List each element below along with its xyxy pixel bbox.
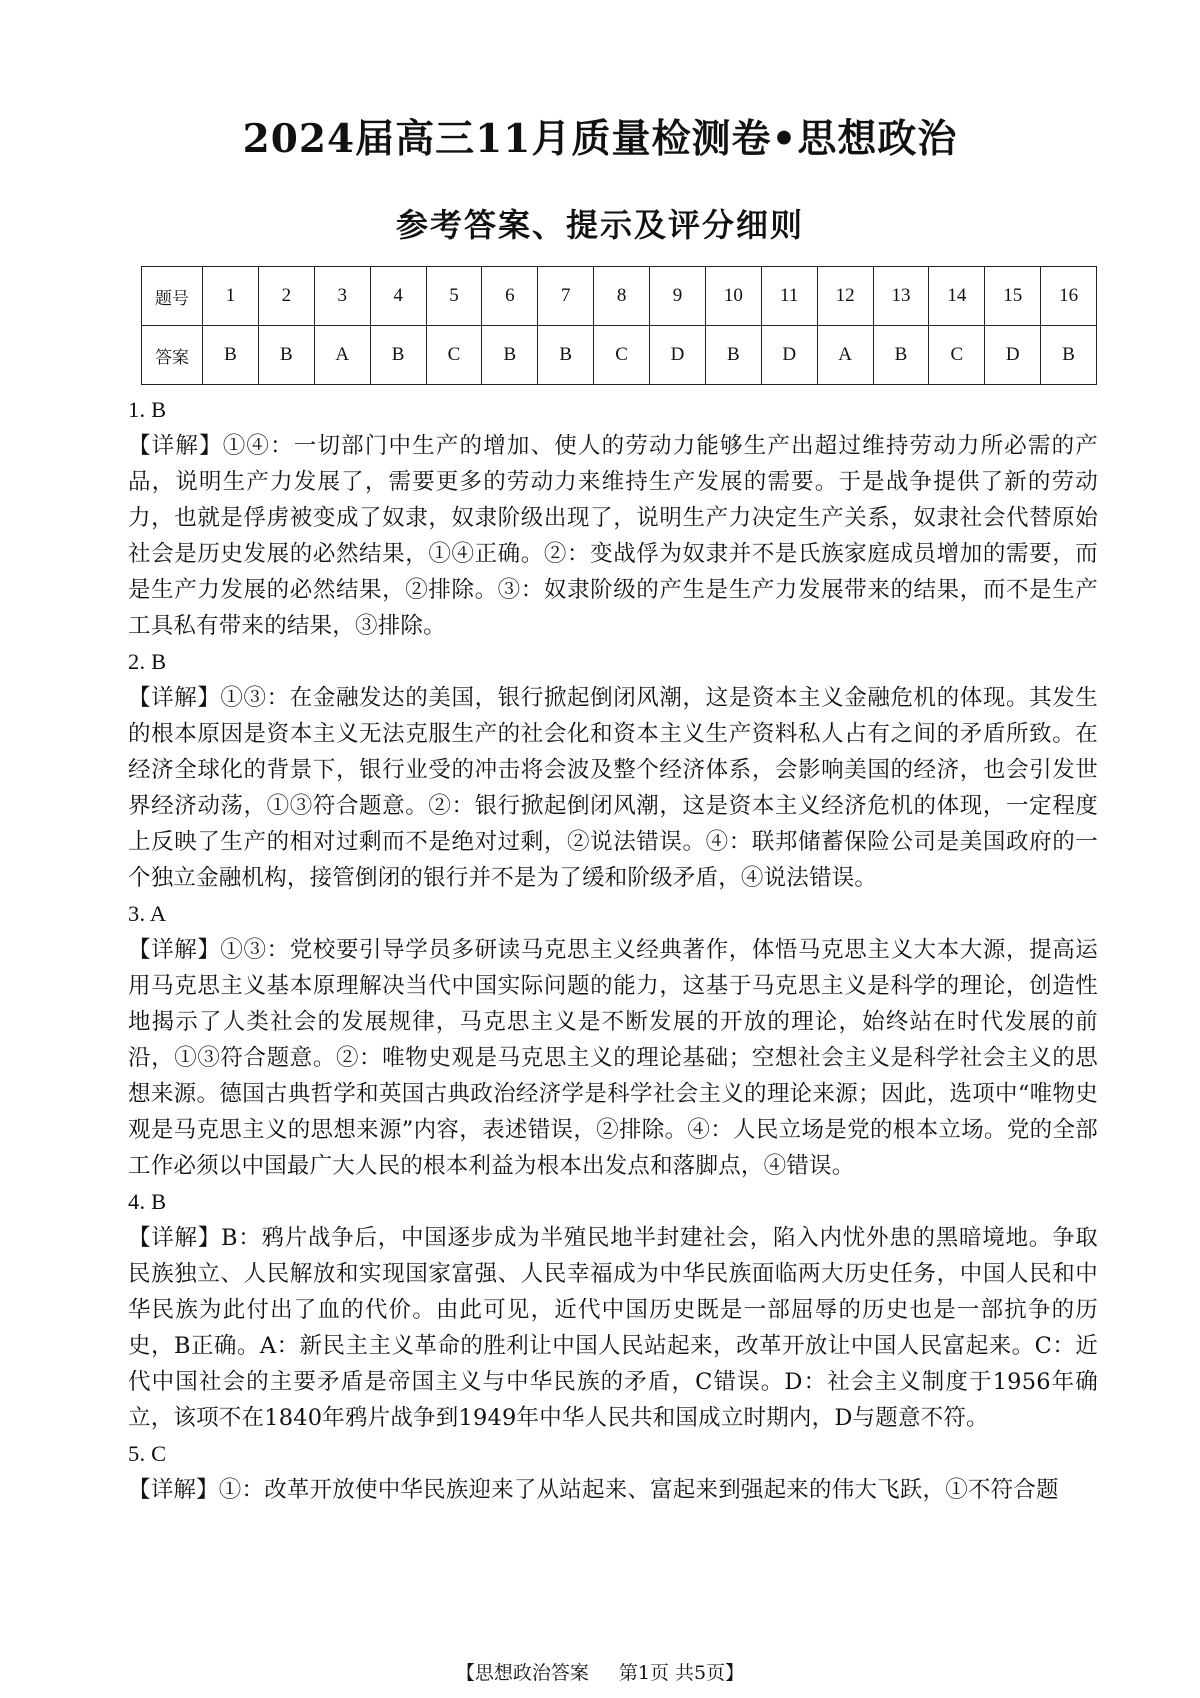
question-answer-heading: 5. C: [128, 1441, 167, 1466]
question-number-cell: 8: [594, 267, 650, 326]
question-number-cell: 12: [817, 267, 873, 326]
footer-subject: 【思想政治答案: [455, 1662, 589, 1684]
answer-explanations: [128, 392, 1098, 1508]
question-explanation: 【详解】B：鸦片战争后，中国逐步成为半殖民地半封建社会，陷入内忧外患的黑暗境地。争取民族独立、人民解放和实现国家富强、人民幸福成为中华民族面临两大历史任务，中国人民和中华民族为此付出了血的代价。由此可见，近代中国历史既是一部屈辱的历史也是一部抗争的历史，B正确。A：新民主主义革命的胜利让中国人民站起来，改革开放让中国人民富起来。C：近代中国社会的主要矛盾是帝国主义与中华民族的矛盾，C错误。D：社会主义制度于1956年确立，该项不在1840年鸦片战争到1949年中华人民共和国成立时期内，D与题意不符。: [128, 1225, 1098, 1431]
page-subtitle: 参考答案、提示及评分细则: [395, 206, 804, 244]
question-explanation: 【详解】①③：党校要引导学员多研读马克思主义经典著作，体悟马克思主义大本大源，提高运用马克思主义基本原理解决当代中国实际问题的能力，这基于马克思主义是科学的理论，创造性地揭示了人类社会的发展规律，马克思主义是不断发展的开放的理论，始终站在时代发展的前沿，①③符合题意。②：唯物史观是马克思主义的理论基础；空想社会主义是科学社会主义的思想来源。德国古典哲学和英国古典政治经济学是科学社会主义的理论来源；因此，选项中“唯物史观是马克思主义的思想来源”内容，表述错误，②排除。④：人民立场是党的根本立场。党的全部工作必须以中国最广大人民的根本利益为根本出发点和落脚点，④错误。: [128, 937, 1098, 1179]
question-number-cell: 7: [538, 267, 594, 326]
answer-letter-cell: B: [370, 326, 426, 385]
question-number-cell: 9: [650, 267, 706, 326]
question-number-cell: 1: [203, 267, 259, 326]
question-answer-heading: 3. A: [128, 901, 167, 926]
question-number-cell: 5: [426, 267, 482, 326]
answer-letter-cell: A: [314, 326, 370, 385]
answer-letter-cell: B: [203, 326, 259, 385]
answer-letter-cell: D: [650, 326, 706, 385]
question-number-cell: 10: [705, 267, 761, 326]
answer-letter-cell: B: [538, 326, 594, 385]
question-number-cell: 15: [985, 267, 1041, 326]
question-explanation: 【详解】①④：一切部门中生产的增加、使人的劳动力能够生产出超过维持劳动力所必需的产品，说明生产力发展了，需要更多的劳动力来维持生产发展的需要。于是战争提供了新的劳动力，也就是俘虏被变成了奴隶，奴隶阶级出现了，说明生产力决定生产关系，奴隶社会代替原始社会是历史发展的必然结果，①④正确。②：变战俘为奴隶并不是氏族家庭成员增加的需要，而是生产力发展的必然结果，②排除。③：奴隶阶级的产生是生产力发展带来的结果，而不是生产工具私有带来的结果，③排除。: [128, 433, 1098, 639]
answer-letter-cell: B: [482, 326, 538, 385]
page-footer: [0, 1658, 1200, 1685]
answer-table-number-header: 题号: [142, 267, 203, 326]
answer-letter-cell: B: [705, 326, 761, 385]
answer-letter-cell: B: [1041, 326, 1097, 385]
answer-table-answer-row: [142, 326, 1097, 385]
question-number-cell: 2: [258, 267, 314, 326]
question-explanation: 【详解】①③：在金融发达的美国，银行掀起倒闭风潮，这是资本主义金融危机的体现。其发生的根本原因是资本主义无法克服生产的社会化和资本主义生产资料私人占有之间的矛盾所致。在经济全球化的背景下，银行业受的冲击将会波及整个经济体系，会影响美国的经济，也会引发世界经济动荡，①③符合题意。②：银行掀起倒闭风潮，这是资本主义经济危机的体现，一定程度上反映了生产的相对过剩而不是绝对过剩，②说法错误。④：联邦储蓄保险公司是美国政府的一个独立金融机构，接管倒闭的银行并不是为了缓和阶级矛盾，④说法错误。: [128, 685, 1098, 891]
answer-letter-cell: D: [985, 326, 1041, 385]
question-number-cell: 13: [873, 267, 929, 326]
question-answer-heading: 4. B: [128, 1189, 167, 1214]
question-explanation: 【详解】①：改革开放使中华民族迎来了从站起来、富起来到强起来的伟大飞跃，①不符合题: [128, 1477, 1059, 1503]
answer-table-answer-header: 答案: [142, 326, 203, 385]
question-number-cell: 16: [1041, 267, 1097, 326]
question-number-cell: 3: [314, 267, 370, 326]
page-title: 2024届高三11月质量检测卷•思想政治: [242, 116, 958, 162]
question-number-cell: 4: [370, 267, 426, 326]
answer-letter-cell: C: [594, 326, 650, 385]
question-answer-heading: 1. B: [128, 397, 167, 422]
answer-letter-cell: D: [761, 326, 817, 385]
question-number-cell: 11: [761, 267, 817, 326]
answer-table: [141, 266, 1097, 385]
question-number-cell: 14: [929, 267, 985, 326]
footer-page-number: 第1页 共5页】: [618, 1662, 745, 1684]
answer-letter-cell: C: [426, 326, 482, 385]
question-answer-heading: 2. B: [128, 649, 167, 674]
answer-table-number-row: [142, 267, 1097, 326]
answer-letter-cell: C: [929, 326, 985, 385]
answer-letter-cell: B: [873, 326, 929, 385]
answer-letter-cell: B: [258, 326, 314, 385]
answer-letter-cell: A: [817, 326, 873, 385]
question-number-cell: 6: [482, 267, 538, 326]
